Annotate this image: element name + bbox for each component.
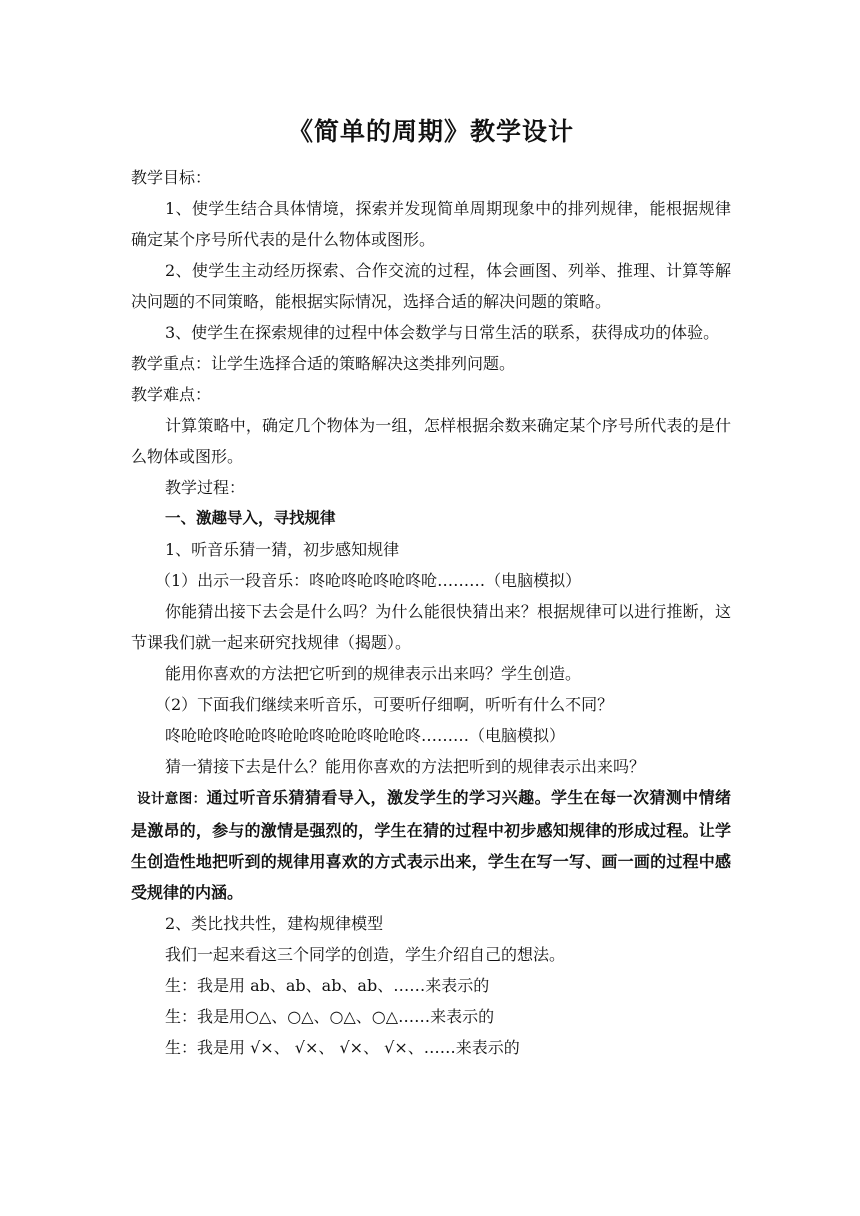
paragraph-1: 你能猜出接下去会是什么吗？为什么能很快猜出来？根据规律可以进行推断，这节课我们就一起来研究找规律（揭题）。 [131,602,731,652]
part1-heading: 一、激趣导入，寻找规律 [165,509,336,527]
goal-2: 2、使学生主动经历探索、合作交流的过程，体会画图、列举、推理、计算等解决问题的不同策略，能根据实际情况，选择合适的解决问题的策略。 [131,261,731,311]
design-intent-text: 通过听音乐猜猜看导入，激发学生的学习兴趣。学生在每一次猜测中情绪是激昂的，参与的激情是强烈的，学生在猜的过程中初步感知规律的形成过程。让学生创造性地把听到的规律用喜欢的方式表示出来，学生在写一写、画一画的过程中感受规律的内涵。 [131,788,731,902]
design-intent [131,782,731,908]
key-point: 教学重点：让学生选择合适的策略解决这类排列问题。 [131,354,516,373]
goal-1: 1、使学生结合具体情境，探索并发现简单周期现象中的排列规律，能根据规律确定某个序号所代表的是什么物体或图形。 [131,199,731,249]
process-heading: 教学过程： [165,478,246,497]
paragraph-4: 我们一起来看这三个同学的创造，学生介绍自己的想法。 [165,945,566,964]
step1-heading: 1、听音乐猜一猜，初步感知规律 [165,540,400,559]
student-answer-1: 生：我是用 ab、ab、ab、ab、……来表示的 [165,976,490,995]
document-page [131,112,731,1063]
document-title: 《简单的周期》教学设计 [287,117,574,146]
difficulty-text: 计算策略中，确定几个物体为一组，怎样根据余数来确定某个序号所代表的是什么物体或图形。 [131,416,731,466]
goal-3: 3、使学生在探索规律的过程中体会数学与日常生活的联系，获得成功的体验。 [165,323,720,342]
step1-sub2: （2）下面我们继续来听音乐，可要听仔细啊，听听有什么不同？ [155,695,614,714]
design-intent-label: 设计意图： [137,791,207,807]
step1-sub1: （1）出示一段音乐：咚呛咚呛咚呛咚呛………（电脑模拟） [155,571,582,590]
student-answer-2: 生：我是用○△、○△、○△、○△……来表示的 [165,1007,495,1026]
paragraph-3: 猜一猜接下去是什么？能用你喜欢的方法把听到的规律表示出来吗？ [165,757,646,776]
sound-sequence-2: 咚呛呛咚呛呛咚呛呛咚呛呛咚呛呛咚………（电脑模拟） [165,726,566,745]
paragraph-2: 能用你喜欢的方法把它听到的规律表示出来吗？学生创造。 [165,664,582,683]
student-answer-3: 生：我是用 √×、 √×、 √×、 √×、……来表示的 [165,1038,520,1057]
goals-heading: 教学目标： [131,168,212,187]
step2-heading: 2、类比找共性，建构规律模型 [165,914,384,933]
difficulty-heading: 教学难点： [131,385,212,404]
